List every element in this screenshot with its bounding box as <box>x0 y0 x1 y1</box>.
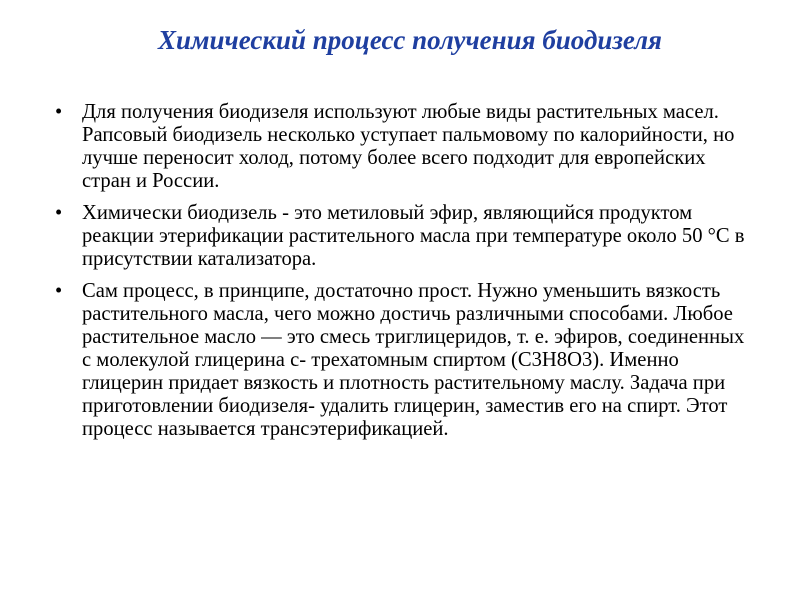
bullet-item <box>55 101 755 193</box>
bullet-text: Химически биодизель - это метиловый эфир, являющийся продуктом реакции этерификации растительного масла при температуре около 50 °С в присутствии катализатора. <box>82 202 745 270</box>
bullet-list <box>55 101 755 450</box>
bullet-item <box>55 202 755 271</box>
bullet-marker: • <box>55 202 63 224</box>
bullet-marker: • <box>55 280 63 302</box>
bullet-text: Сам процесс, в принципе, достаточно прост. Нужно уменьшить вязкость растительного масла, чего можно достичь различными способами. Любое растительное масло — это смесь триглицеридов, т. е. эфиров, соединенных с молекулой глицерина с- трехатомным спиртом (C3H8O3). Именно глицерин придает вязкость и плотность растительному маслу. Задача при приготовлении биодизеля- удалить глицерин, заместив его на спирт. Этот процесс называется трансэтерификацией. <box>82 280 745 440</box>
bullet-item <box>55 280 755 441</box>
bullet-marker: • <box>55 101 63 123</box>
slide-title: Химический процесс получения биодизеля <box>158 25 662 55</box>
bullet-text: Для получения биодизеля используют любые виды растительных масел. Рапсовый биодизель несколько уступает пальмовому по калорийности, но лучше переносит холод, потому более всего подходит для европейских стран и России. <box>82 101 735 192</box>
